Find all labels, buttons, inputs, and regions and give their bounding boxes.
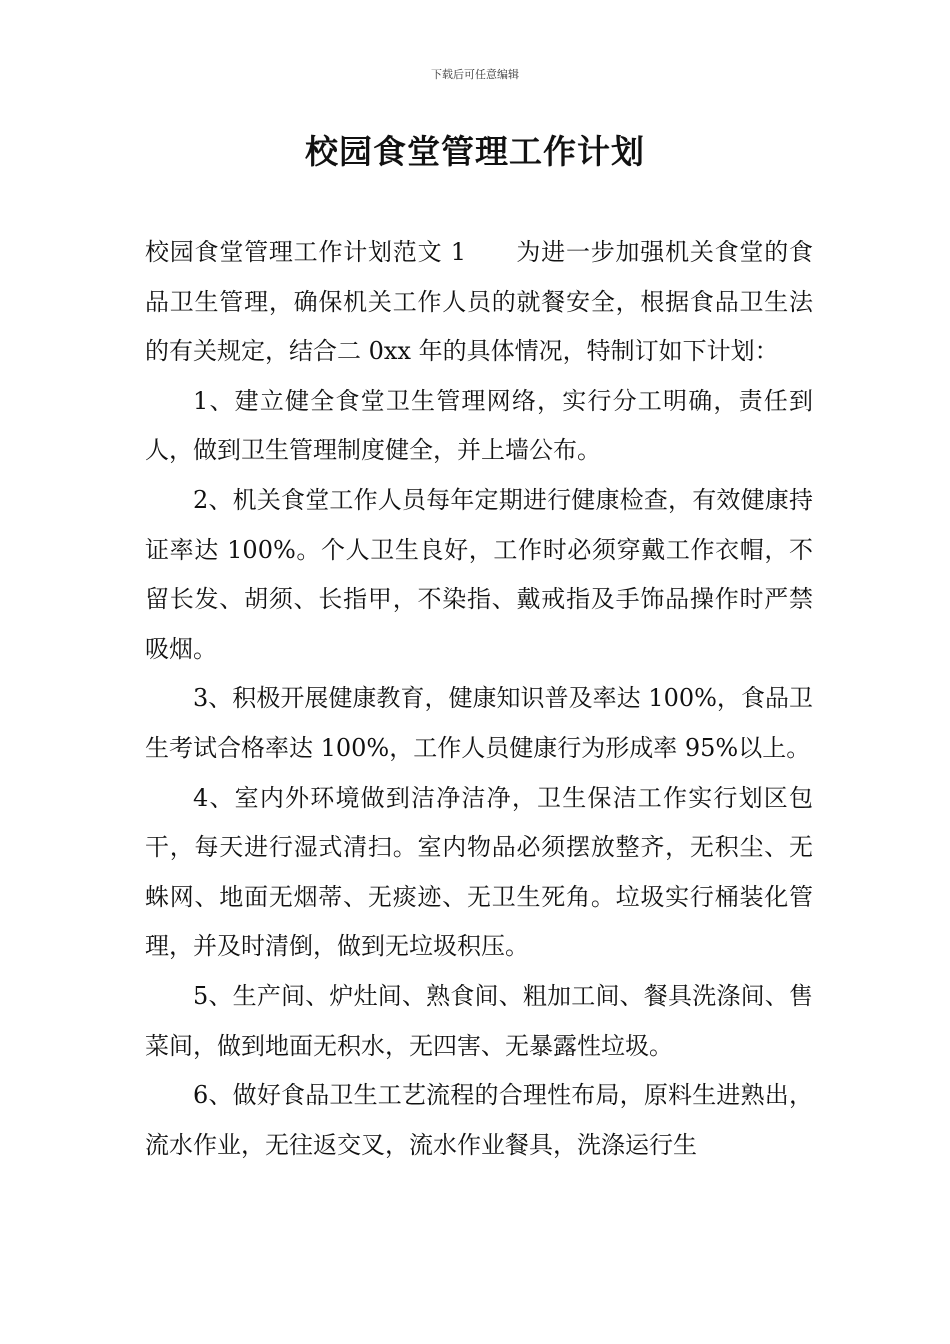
paragraph-item-4: 4、室内外环境做到洁净洁净，卫生保洁工作实行划区包干，每天进行湿式清扫。室内物品必须摆放整齐，无积尘、无蛛网、地面无烟蒂、无痰迹、无卫生死角。垃圾实行桶装化管理，并及时清倒，做到无垃圾积压。 — [145, 783, 813, 961]
header-note: 下载后可任意编辑 — [431, 68, 519, 81]
paragraph-intro: 校园食堂管理工作计划范文 1 为进一步加强机关食堂的食品卫生管理，确保机关工作人员的就餐安全，根据食品卫生法的有关规定，结合二 0xx 年的具体情况，特制订如下计划： — [145, 238, 813, 366]
paragraph-item-1: 1、建立健全食堂卫生管理网络，实行分工明确，责任到人，做到卫生管理制度健全，并上墙公布。 — [145, 386, 813, 465]
paragraph-item-2: 2、机关食堂工作人员每年定期进行健康检查，有效健康持证率达 100%。个人卫生良好，工作时必须穿戴工作衣帽，不留长发、胡须、长指甲，不染指、戴戒指及手饰品操作时严禁吸烟。 — [145, 485, 813, 663]
paragraph-item-5: 5、生产间、炉灶间、熟食间、粗加工间、餐具洗涤间、售菜间，做到地面无积水，无四害、无暴露性垃圾。 — [145, 981, 813, 1060]
document-body — [145, 228, 813, 1170]
document-title: 校园食堂管理工作计划 — [305, 132, 645, 171]
paragraph-item-3: 3、积极开展健康教育，健康知识普及率达 100%，食品卫生考试合格率达 100%，工作人员健康行为形成率 95%以上。 — [145, 684, 813, 762]
paragraph-item-6: 6、做好食品卫生工艺流程的合理性布局，原料生进熟出，流水作业，无往返交叉，流水作业餐具，洗涤运行生 — [145, 1081, 813, 1159]
